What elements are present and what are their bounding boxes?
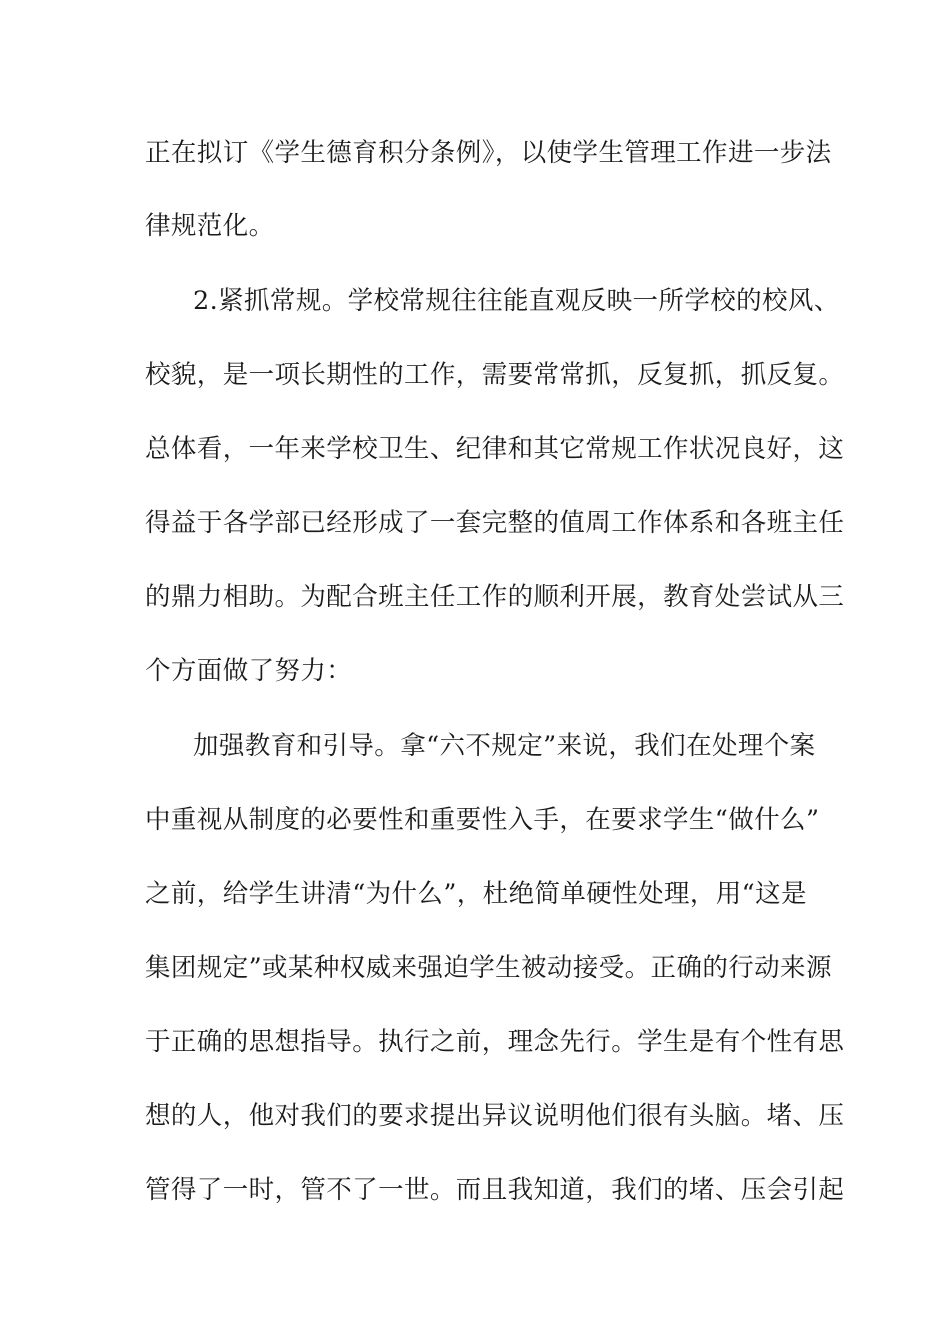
text-line: 想的人，他对我们的要求提出异议说明他们很有头脑。堵、压 [145, 1101, 845, 1131]
text-line: 之前，给学生讲清“为什么”，杜绝简单硬性处理，用“这是 [145, 879, 807, 909]
text-line: 正在拟订《学生德育积分条例》，以使学生管理工作进一步法 [145, 138, 832, 168]
text-line: 中重视从制度的必要性和重要性入手，在要求学生“做什么” [145, 805, 820, 835]
paragraph-first-line: 加强教育和引导。拿“六不规定”来说，我们在处理个案 [193, 731, 816, 761]
text-line: 的鼎力相助。为配合班主任工作的顺利开展，教育处尝试从三 [145, 582, 845, 612]
paragraph-first-line: 2.紧抓常规。学校常规往往能直观反映一所学校的校风、 [193, 286, 840, 316]
text-line: 校貌，是一项长期性的工作，需要常常抓，反复抓，抓反复。 [145, 360, 845, 390]
text-line: 总体看，一年来学校卫生、纪律和其它常规工作状况良好，这 [145, 434, 845, 464]
text-line: 得益于各学部已经形成了一套完整的值周工作体系和各班主任 [145, 508, 845, 538]
text-line: 管得了一时，管不了一世。而且我知道，我们的堵、压会引起 [145, 1175, 845, 1205]
text-line: 于正确的思想指导。执行之前，理念先行。学生是有个性有思 [145, 1027, 845, 1057]
text-line: 律规范化。 [145, 211, 275, 241]
text-line: 集团规定”或某种权威来强迫学生被动接受。正确的行动来源 [145, 953, 832, 983]
text-line: 个方面做了努力： [145, 656, 353, 686]
